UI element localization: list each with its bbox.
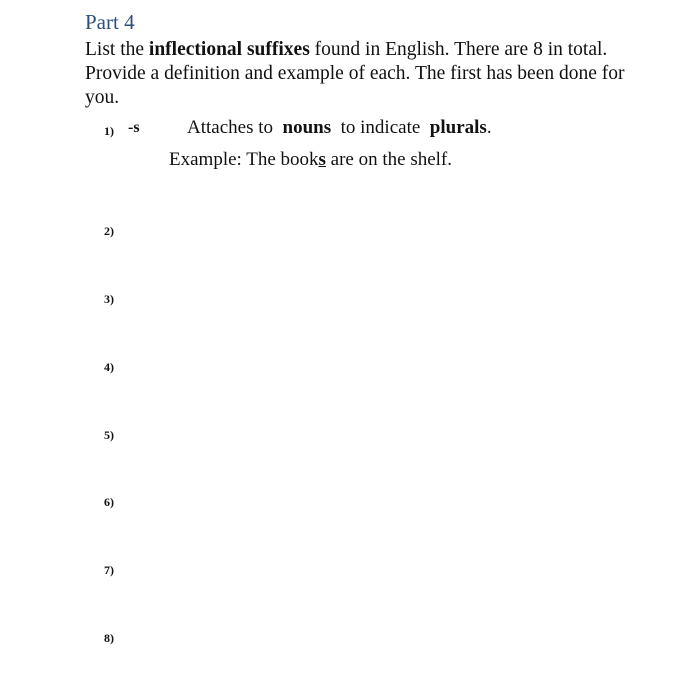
- item-number-6: 6): [104, 495, 114, 509]
- item-number-7: 7): [104, 563, 114, 577]
- definition-text-2: to indicate: [331, 117, 430, 138]
- item-number-2: 2): [104, 224, 114, 238]
- definition-bold-nouns: nouns: [282, 117, 332, 138]
- item-number-8: 8): [104, 631, 114, 645]
- item-number-1: 1): [104, 124, 114, 138]
- definition-text-1: Attaches to: [187, 117, 283, 138]
- item-example-1: [169, 149, 452, 171]
- example-text-after: are on the shelf.: [325, 149, 453, 170]
- example-highlight-suffix: s: [318, 149, 326, 170]
- part-title: Part 4: [85, 10, 135, 34]
- instructions: [85, 38, 645, 110]
- definition-text-3: .: [486, 117, 492, 138]
- item-suffix-1: -s: [128, 119, 140, 136]
- item-definition-1: [187, 117, 492, 139]
- instructions-text-after: found in English. There are 8 in total. Provide a definition and example of each. The first has been done for you.: [85, 39, 625, 108]
- instructions-text-before: List the: [85, 39, 149, 60]
- definition-bold-plurals: plurals: [429, 117, 487, 138]
- example-text-before: Example: The book: [169, 149, 319, 170]
- item-number-5: 5): [104, 428, 114, 442]
- item-number-3: 3): [104, 292, 114, 306]
- item-number-4: 4): [104, 360, 114, 374]
- instructions-bold-term: inflectional suffixes: [148, 39, 310, 60]
